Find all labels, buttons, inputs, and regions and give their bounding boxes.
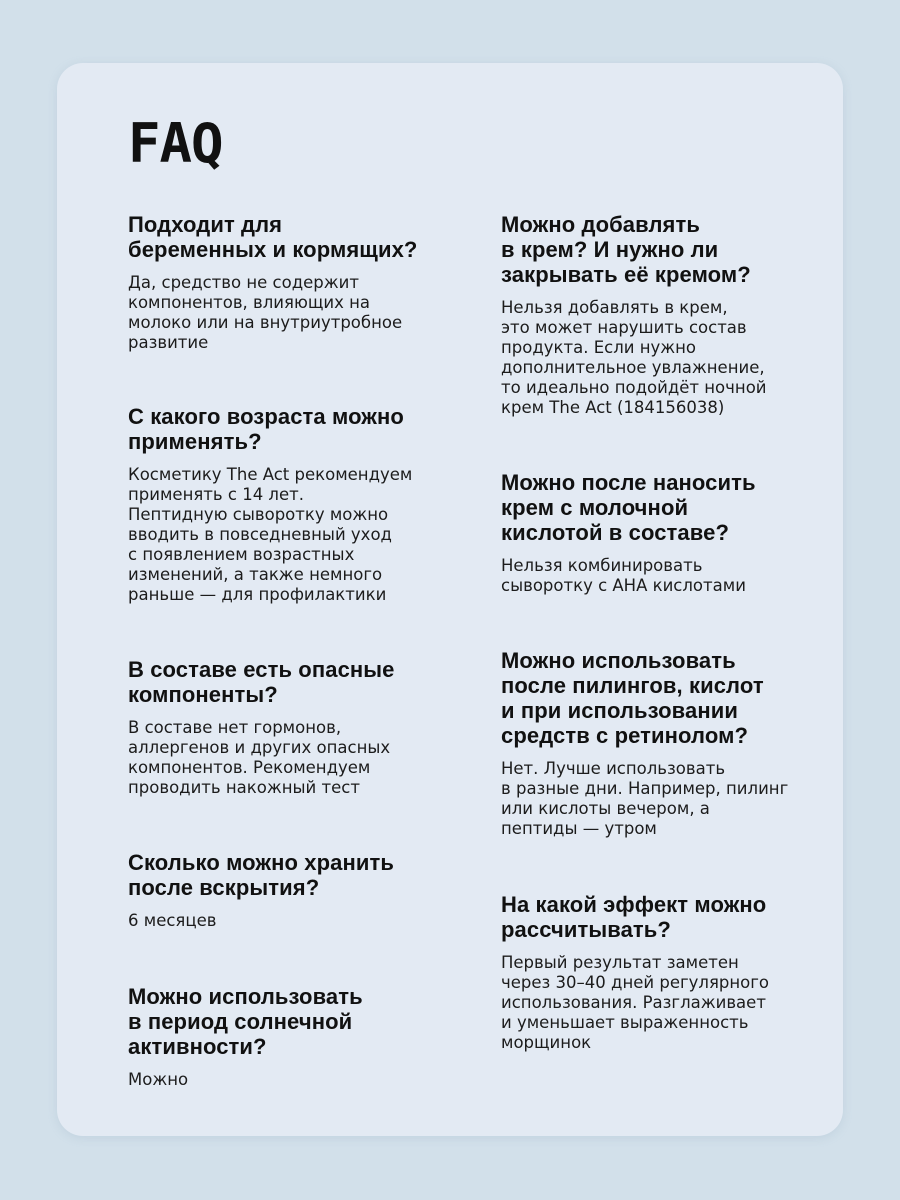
faq-question: Можно использовать в период солнечной активности?: [128, 984, 363, 1059]
faq-item-add-to-cream: [501, 212, 767, 418]
faq-answer: Косметику The Act рекомендуем применять с 14 лет. Пептидную сыворотку можно вводить в повседневный уход с появлением возрастных изменений, а также немного раньше — для профилактики: [128, 465, 413, 604]
faq-item-sun-activity: [128, 984, 363, 1090]
faq-question: Подходит для беременных и кормящих?: [128, 212, 418, 262]
faq-item-dangerous-components: [128, 657, 395, 798]
faq-item-peelings-retinol: [501, 648, 788, 839]
faq-answer: Первый результат заметен через 30–40 дней регулярного использования. Разглаживает и уменьшает выраженность морщинок: [501, 953, 769, 1052]
faq-item-effect: [501, 892, 769, 1053]
faq-item-storage: [128, 850, 394, 931]
faq-answer: Можно: [128, 1070, 189, 1089]
faq-question: Можно после наносить крем с молочной кислотой в составе?: [501, 470, 756, 545]
faq-item-age: [128, 404, 412, 605]
faq-answer: Нельзя комбинировать сыворотку с АНА кислотами: [501, 556, 746, 595]
faq-answer: Да, средство не содержит компонентов, влияющих на молоко или на внутриутробное развитие: [128, 273, 403, 352]
faq-answer: Нет. Лучше использовать в разные дни. Например, пилинг или кислоты вечером, а пептиды — утром: [501, 759, 789, 838]
faq-item-pregnancy: [128, 212, 417, 353]
faq-answer: В составе нет гормонов, аллергенов и других опасных компонентов. Рекомендуем проводить накожный тест: [128, 718, 391, 797]
faq-question: Можно использовать после пилингов, кислот и при использовании средств с ретинолом?: [501, 648, 764, 748]
page-title: FAQ: [128, 112, 223, 175]
faq-item-lactic-acid: [501, 470, 756, 596]
faq-question: Сколько можно хранить после вскрытия?: [128, 850, 394, 900]
faq-question: В составе есть опасные компоненты?: [128, 657, 395, 707]
faq-question: С какого возраста можно применять?: [128, 404, 404, 454]
faq-answer: Нельзя добавлять в крем, это может нарушить состав продукта. Если нужно дополнительное увлажнение, то идеально подойдёт ночной крем The Act (184156038): [501, 298, 767, 417]
faq-question: Можно добавлять в крем? И нужно ли закрывать её кремом?: [501, 212, 751, 287]
faq-question: На какой эффект можно рассчитывать?: [501, 892, 767, 942]
faq-answer: 6 месяцев: [128, 911, 217, 930]
